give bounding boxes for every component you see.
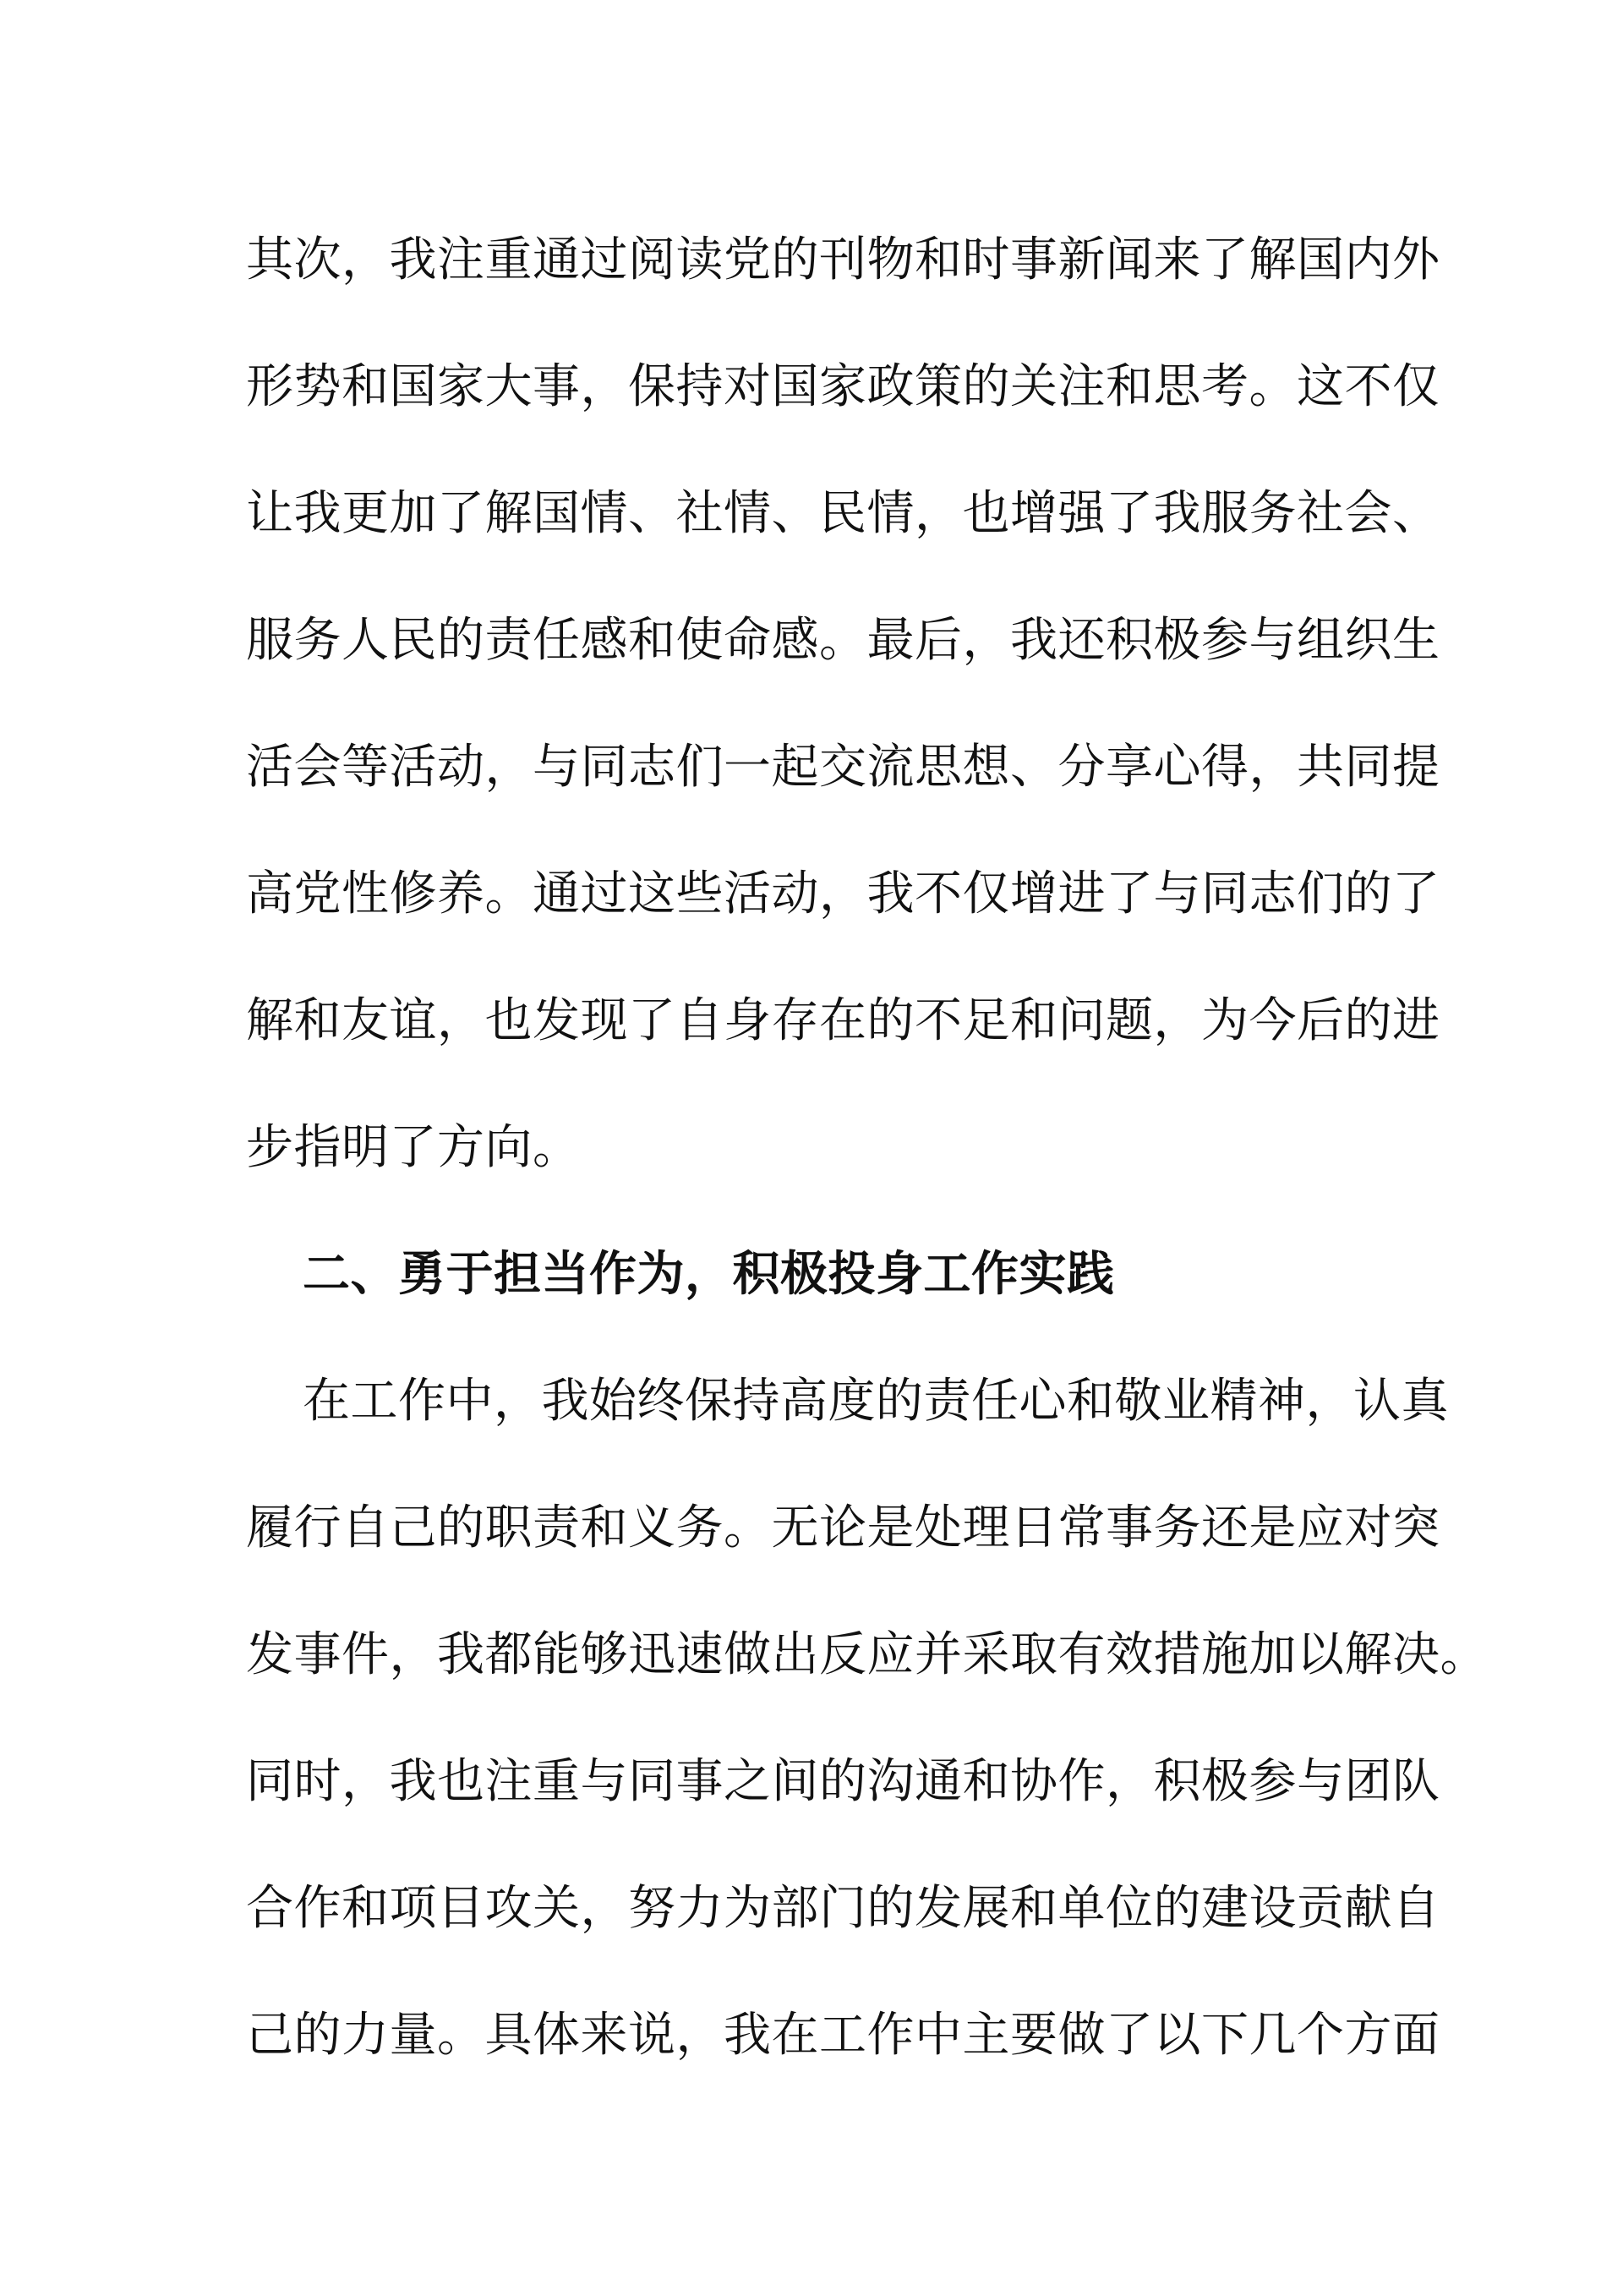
paragraph-line: 履行自己的职责和义务。无论是处理日常事务还是应对突 xyxy=(246,1501,1440,1555)
paragraph-line: 高党性修养。通过这些活动，我不仅增进了与同志们的了 xyxy=(246,866,1440,921)
paragraph-line: 活会等活动，与同志们一起交流思想、分享心得，共同提 xyxy=(246,740,1440,795)
paragraph-line: 在工作中，我始终保持高度的责任心和敬业精神，认真 xyxy=(303,1374,1449,1429)
paragraph-line: 形势和国家大事，保持对国家政策的关注和思考。这不仅 xyxy=(246,359,1440,414)
paragraph-line: 服务人民的责任感和使命感。最后，我还积极参与组织生 xyxy=(246,613,1440,668)
paragraph-line: 步指明了方向。 xyxy=(246,1120,581,1175)
paragraph-line: 发事件，我都能够迅速做出反应并采取有效措施加以解决。 xyxy=(246,1627,1488,1682)
section-heading: 二、勇于担当作为，积极投身工作实践 xyxy=(303,1247,1115,1302)
paragraph-line: 其次，我注重通过阅读党的刊物和时事新闻来了解国内外 xyxy=(246,232,1440,287)
paragraph-line: 合作和项目攻关，努力为部门的发展和单位的建设贡献自 xyxy=(246,1881,1440,1936)
paragraph-line: 解和友谊，也发现了自身存在的不足和问题，为今后的进 xyxy=(246,993,1440,1048)
paragraph-line: 己的力量。具体来说，我在工作中主要做了以下几个方面 xyxy=(246,2008,1440,2063)
paragraph-line: 同时，我也注重与同事之间的沟通和协作，积极参与团队 xyxy=(246,1754,1440,1809)
paragraph-line: 让我更加了解国情、社情、民情，也增强了我服务社会、 xyxy=(246,486,1440,541)
